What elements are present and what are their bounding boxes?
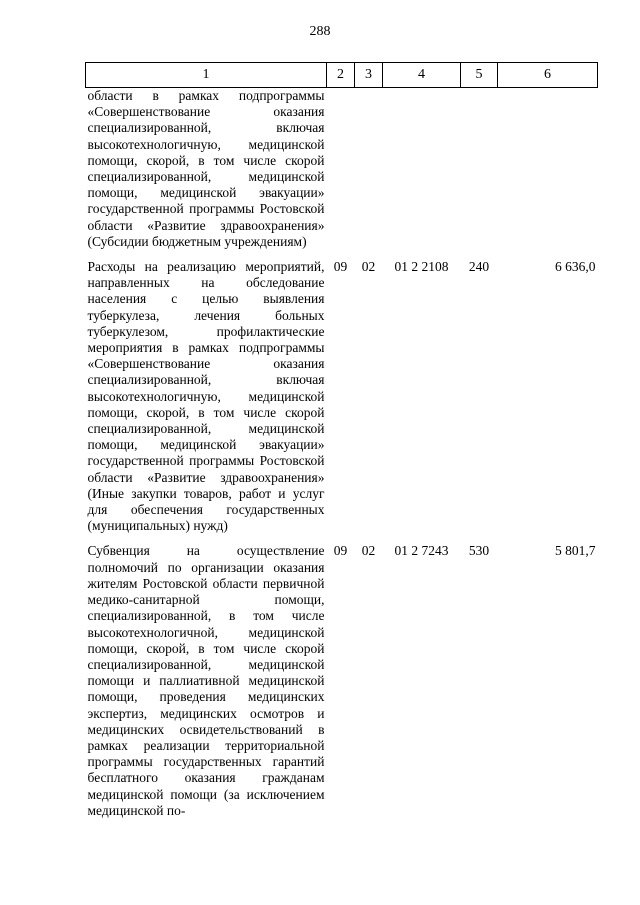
row-section — [327, 88, 355, 251]
row-subsection — [355, 88, 383, 251]
row-amount — [498, 88, 598, 251]
row-description: Субвенция на осуществление полномочий по организации оказания жителям Ростовской области первичной медико-санитарной помощи, специализированной, в том числе высокотехнологичной, медицинской помощи, скорой, в том числе скорой специализированной, медицинской помощи и паллиативной медицинской помощи, проведения медицинских экспертиз, медицинских осмотров и медицинских освидетельствований в рамках реализации территориальной программы государственных гарантий бесплатного оказания гражданам медицинской помощи (за исключением медицинской по- — [87, 543, 325, 818]
budget-table — [85, 62, 598, 819]
row-expense-type: 240 — [468, 259, 490, 275]
row-description: Расходы на реализацию мероприятий, направленных на обследование населения с целью выявления туберкулеза, лечения больных туберкулезом, профилактические мероприятия в рамках подпрограммы «Совершенствование оказания специализированной, включая высокотехнологичную, медицинской помощи, скорой, в том числе скорой специализированной, медицинской помощи, медицинской эвакуации» государственной программы Ростовской области «Развитие здравоохранения» (Иные закупки товаров, работ и услуг для обеспечения государственных (муниципальных) нужд) — [87, 259, 325, 534]
header-col-3: 3 — [355, 63, 383, 88]
page-number: 288 — [309, 24, 331, 39]
row-expense-type: 530 — [468, 543, 490, 559]
table-row — [86, 88, 598, 251]
row-amount: 5 801,7 — [555, 543, 596, 559]
row-expense-type — [461, 88, 498, 251]
table-row — [86, 534, 598, 818]
row-amount: 6 636,0 — [555, 259, 596, 275]
row-target-article — [383, 88, 461, 251]
row-description: области в рамках подпрограммы «Совершенствование оказания специализированной, включая высокотехнологичную, медицинской помощи, скорой, в том числе скорой специализированной, медицинской помощи, медицинской эвакуации» государственной программы Ростовской области «Развитие здравоохранения» (Субсидии бюджетным учреждениям) — [87, 88, 325, 249]
header-col-6: 6 — [498, 63, 598, 88]
row-target-article: 01 2 2108 — [394, 259, 449, 275]
row-section: 09 — [333, 259, 348, 275]
header-col-2: 2 — [327, 63, 355, 88]
table-body — [86, 88, 598, 819]
row-section: 09 — [333, 543, 348, 559]
header-row — [86, 63, 598, 88]
row-target-article: 01 2 7243 — [394, 543, 449, 559]
row-subsection: 02 — [361, 543, 376, 559]
header-col-4: 4 — [383, 63, 461, 88]
table-row — [86, 250, 598, 534]
header-col-5: 5 — [461, 63, 498, 88]
row-subsection: 02 — [361, 259, 376, 275]
table-header — [86, 63, 598, 88]
header-col-1: 1 — [86, 63, 327, 88]
